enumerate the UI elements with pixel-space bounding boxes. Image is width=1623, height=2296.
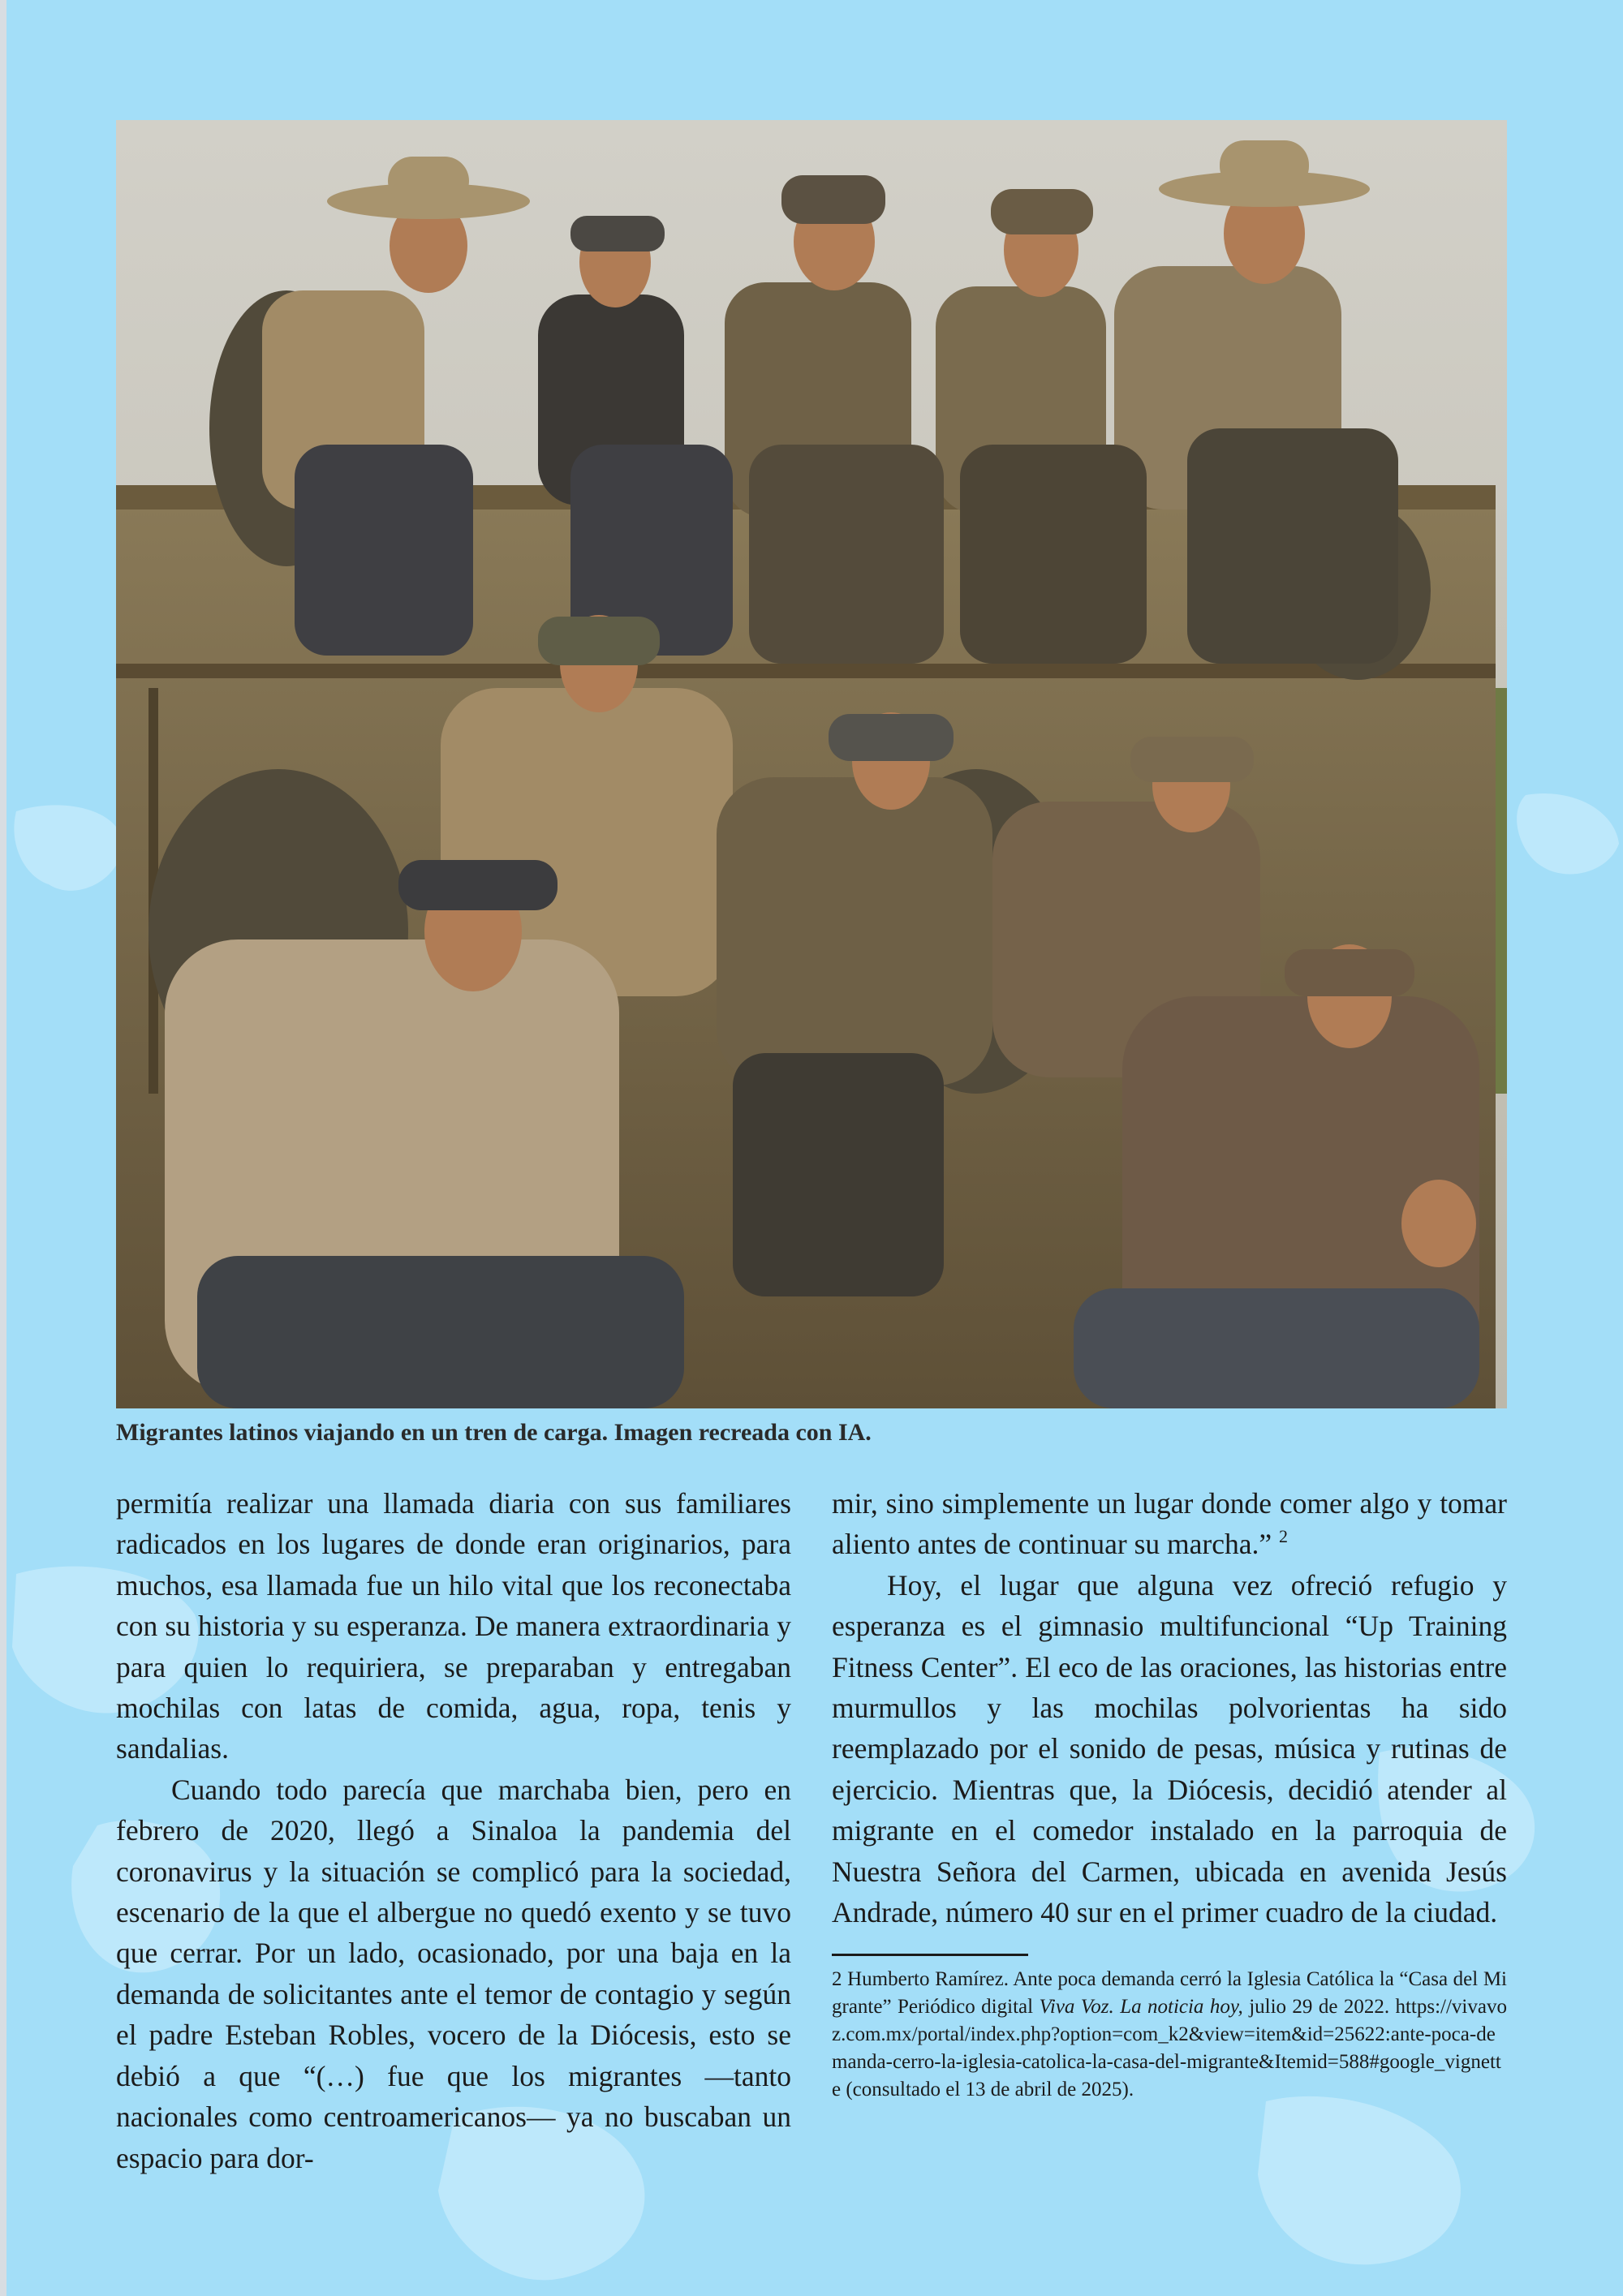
footnote-reference[interactable]: 2	[1279, 1526, 1289, 1547]
photo-caption: Migrantes latinos viajando en un tren de carga. Imagen recreada con IA.	[116, 1419, 872, 1446]
left-text-column	[116, 1483, 791, 2178]
body-paragraph-text: mir, sino simplemente un lugar donde comer algo y tomar aliento antes de continuar su marcha.”	[832, 1487, 1507, 1561]
footnote-lead: 2 Humberto Ramírez. Ante poca demanda cerró la Iglesia Católica la “Casa del Migrante” Periódico digital	[832, 1968, 1507, 2019]
footnote-tail: julio 29 de 2022. https://vivavoz.com.mx/portal/index.php?option=com_k2&view=item&id=25622:ante-poca-demanda-cerro-la-iglesia-catolica-la-casa-del-migrante&Itemid=588#google_vignette (consultado el 13 de abril de 2025).	[832, 1996, 1507, 2101]
body-paragraph	[832, 1483, 1507, 1565]
migrants-train-photo	[116, 120, 1507, 1408]
body-paragraph: permitía realizar una llamada diaria con sus familiares radicados en los lugares de donde eran originarios, para muchos, esa llamada fue un hilo vital que los reconectaba con su historia y su esperanza. De manera extraordinaria y para quien lo requiriera, se preparaban y entregaban mochilas con latas de comida, agua, ropa, tenis y sandalias.	[116, 1487, 791, 1765]
body-paragraph: Cuando todo parecía que marchaba bien, pero en febrero de 2020, llegó a Sinaloa la pandemia del coronavirus y la situación se complicó para la sociedad, escenario de la que el albergue no quedó exento y se tuvo que cerrar. Por un lado, ocasionado, por una baja en la demanda de solicitantes ante el temor de contagio y según el padre Esteban Robles, vocero de la Diócesis, esto se debió a que “(…) fue que los migrantes —tanto nacionales como centroamericanos— ya no buscaban un espacio para dor-	[116, 1773, 791, 2174]
body-paragraph: Hoy, el lugar que alguna vez ofreció refugio y esperanza es el gimnasio multifuncional “Up Training Fitness Center”. El eco de las oraciones, las historias entre murmullos y las mochilas polvorientas ha sido reemplazado por el sonido de pesas, música y rutinas de ejercicio. Mientras que, la Diócesis, decidió atender al migrante en el comedor instalado en la parroquia de Nuestra Señora del Carmen, ubicada en avenida Jesús Andrade, número 40 sur en el primer cuadro de la ciudad.	[832, 1568, 1507, 1929]
right-text-column	[832, 1483, 1507, 2104]
photo-illustration	[116, 120, 1507, 1408]
footnote-source: Viva Voz. La noticia hoy,	[1039, 1996, 1243, 2019]
footnote	[832, 1966, 1507, 2104]
footnote-separator	[832, 1954, 1028, 1956]
